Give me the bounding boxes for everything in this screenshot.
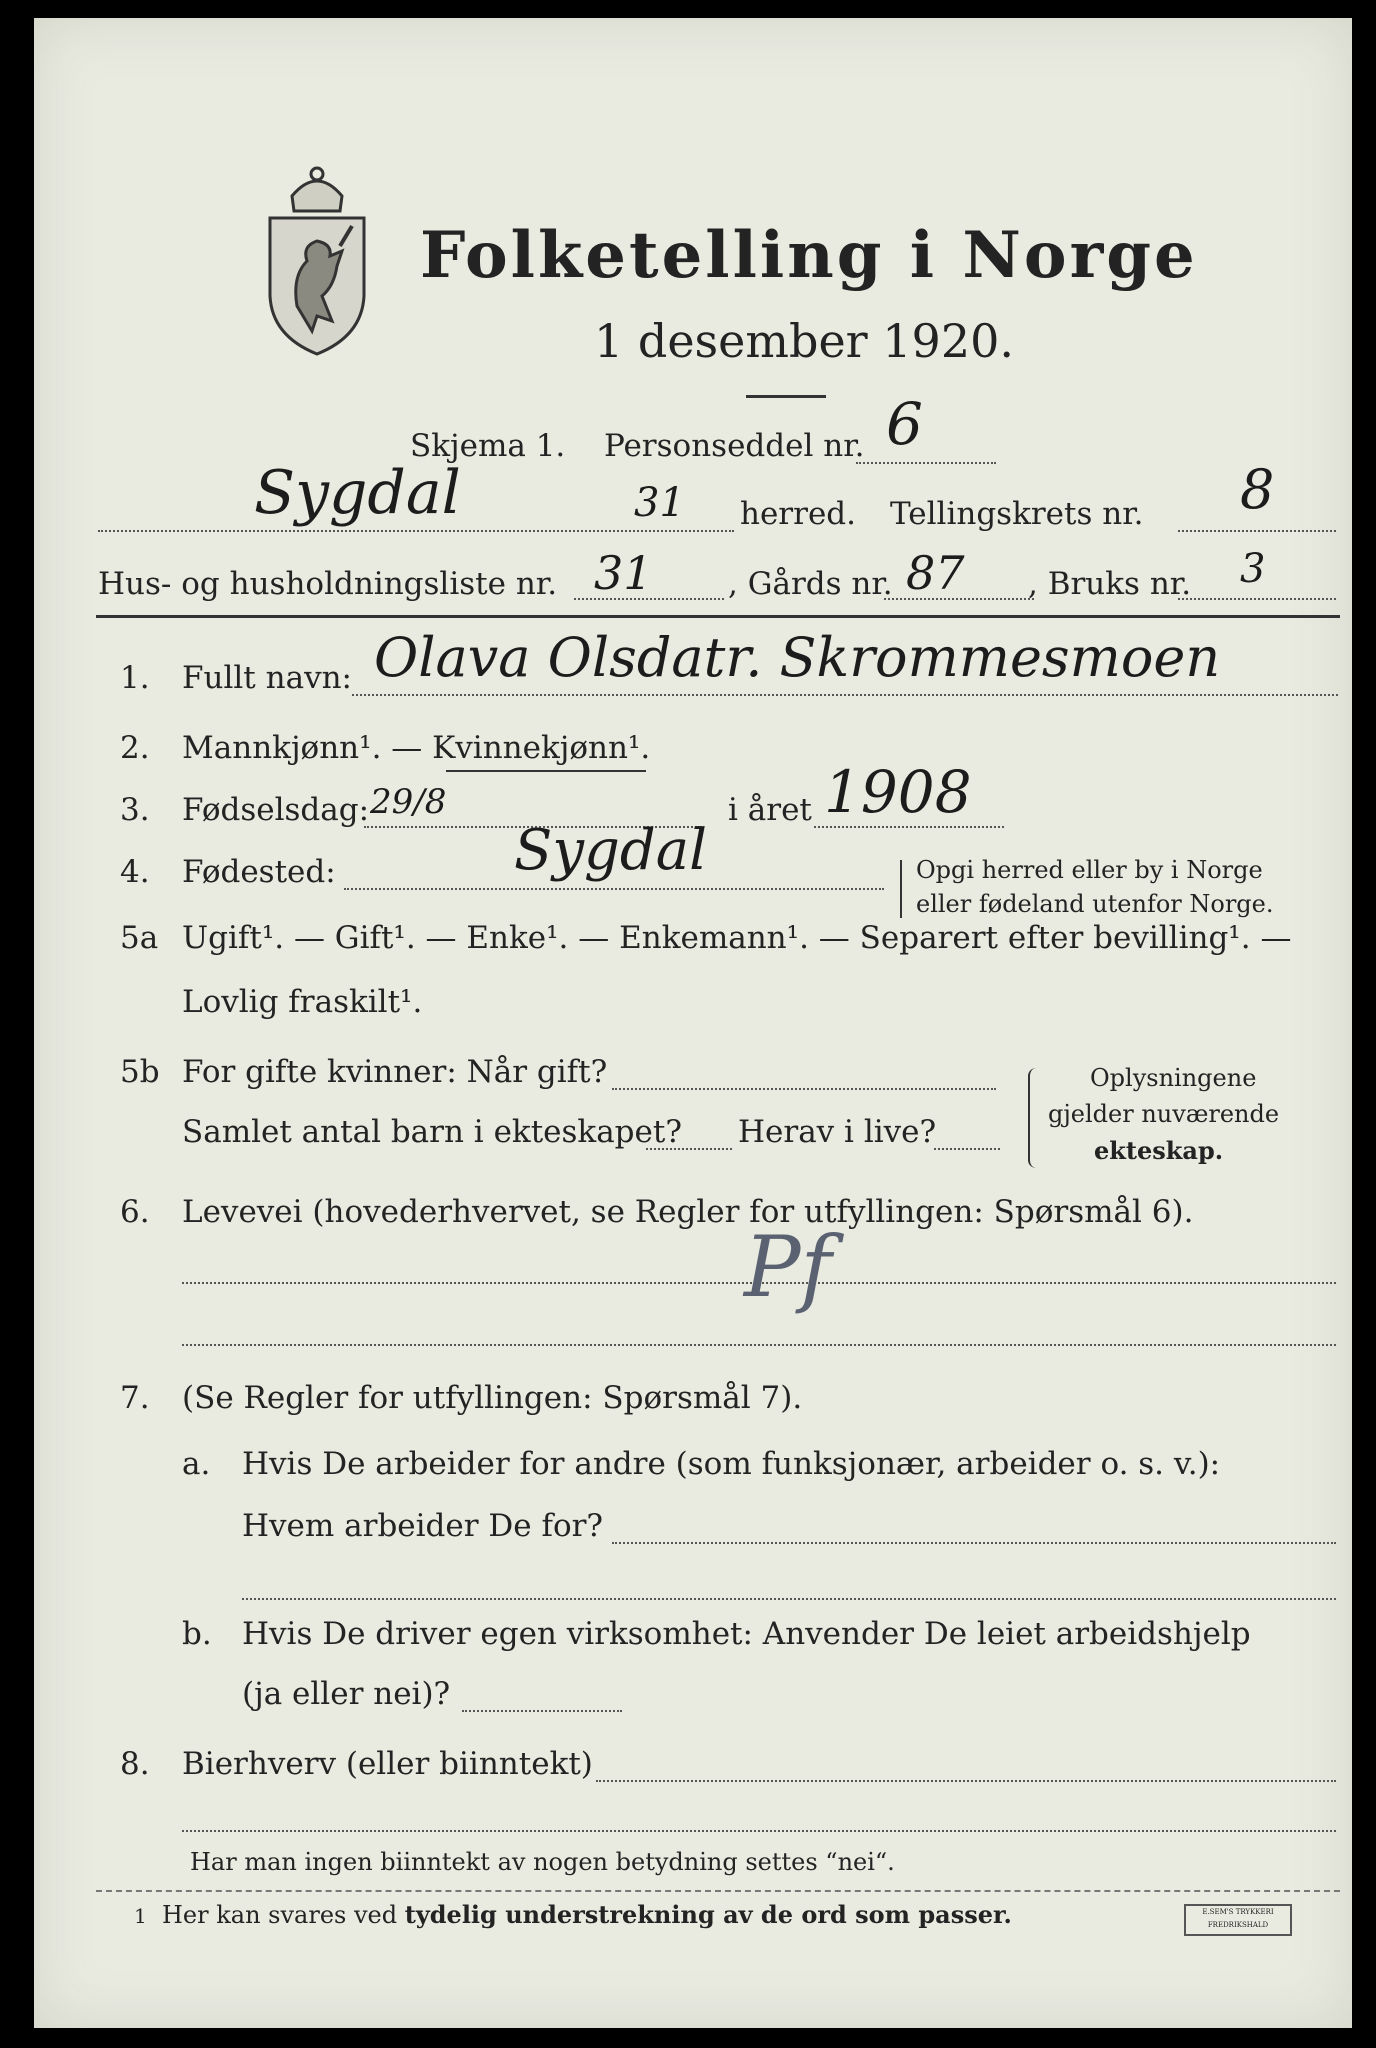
- q7a-line2: Hvem arbeider De for?: [242, 1508, 604, 1544]
- q5a-number: 5a: [120, 920, 159, 956]
- q7b-answer-line: [462, 1710, 622, 1712]
- q4-note-brace: [900, 860, 906, 918]
- q7-number: 7.: [120, 1380, 150, 1416]
- q2-number: 2.: [120, 730, 150, 766]
- q5a-marital-options-2: Lovlig fraskilt¹.: [182, 984, 423, 1020]
- q5b-number: 5b: [120, 1054, 160, 1090]
- q4-note-line1: Opgi herred eller by i Norge: [916, 856, 1263, 884]
- footnote-text-b: tydelig understrekning av de ord som passer.: [404, 1900, 1012, 1929]
- q3-year-label: i året: [728, 792, 812, 828]
- q1-line: [352, 694, 1338, 696]
- q4-note-line2: eller fødeland utenfor Norge.: [916, 890, 1274, 918]
- q6-line2: [182, 1344, 1336, 1346]
- census-date: 1 desember 1920.: [594, 314, 1014, 368]
- herred-label: herred.: [740, 496, 856, 532]
- q5b-note-line2: gjelder nuværende: [1048, 1100, 1280, 1128]
- q8-number: 8.: [120, 1746, 150, 1782]
- personseddel-line: [856, 462, 996, 464]
- q6-number: 6.: [120, 1194, 150, 1230]
- q3-number: 3.: [120, 792, 150, 828]
- q7-label: (Se Regler for utfyllingen: Spørsmål 7).: [182, 1380, 803, 1416]
- personseddel-label: Personseddel nr.: [604, 428, 865, 464]
- q1-number: 1.: [120, 660, 150, 696]
- q5b-note-line1: Oplysningene: [1090, 1064, 1257, 1092]
- q3-birth-day: 29/8: [370, 782, 447, 822]
- footnote-divider: [96, 1890, 1340, 1892]
- q1-label: Fullt navn:: [182, 660, 352, 696]
- q5b-children-line: [646, 1148, 732, 1150]
- q7a-answer-line2: [242, 1598, 1336, 1600]
- q5b-married-when-line: [612, 1088, 996, 1090]
- bruks-label: , Bruks nr.: [1028, 566, 1192, 602]
- footnote-text: [162, 1900, 1012, 1929]
- printer-stamp-text: E.SEM'S TRYKKERI FREDRIKSHALD: [1202, 1908, 1274, 1929]
- printer-stamp: [1184, 1904, 1292, 1936]
- q4-label: Fødested:: [182, 854, 336, 890]
- q7a-letter: a.: [182, 1446, 211, 1482]
- gards-label: , Gårds nr.: [728, 566, 893, 602]
- tellingskrets-label: Tellingskrets nr.: [890, 496, 1144, 532]
- q5b-married-when-label: For gifte kvinner: Når gift?: [182, 1054, 608, 1090]
- coat-of-arms-icon: [262, 156, 372, 356]
- q5b-alive-label: Herav i live?: [738, 1114, 937, 1150]
- q7b-line2: (ja eller nei)?: [242, 1676, 451, 1712]
- q6-label: Levevei (hovederhvervet, se Regler for utfyllingen: Spørsmål 6).: [182, 1194, 1194, 1230]
- q5b-note-brace: [1028, 1068, 1040, 1168]
- bruks-value: 3: [1240, 546, 1266, 592]
- tellingskrets-line: [1178, 530, 1336, 532]
- q1-full-name: Olava Olsdatr. Skrommesmoen: [374, 626, 1221, 689]
- q5b-alive-line: [934, 1148, 1000, 1150]
- q6-occupation: Pf: [744, 1218, 832, 1316]
- footnote-text-a: Her kan svares ved: [162, 1901, 405, 1929]
- title-divider: [746, 395, 826, 398]
- census-form-page: [34, 18, 1352, 2028]
- q7b-line1: Hvis De driver egen virksomhet: Anvender De leiet arbeidshjelp: [242, 1616, 1251, 1652]
- q3-year-line: [814, 826, 1004, 828]
- q5b-children-label: Samlet antal barn i ekteskapet?: [182, 1114, 682, 1150]
- q7a-answer-line: [612, 1542, 1336, 1544]
- q8-note: Har man ingen biinntekt av nogen betydning settes “nei“.: [190, 1848, 895, 1876]
- q8-answer-line2: [182, 1830, 1336, 1832]
- form-title: Folketelling i Norge: [420, 218, 1198, 293]
- q5a-marital-options: Ugift¹. — Gift¹. — Enke¹. — Enkemann¹. — Separert efter bevilling¹. —: [182, 920, 1292, 956]
- q5b-note-line3: ekteskap.: [1094, 1136, 1224, 1165]
- herred-extra-value: 31: [634, 480, 685, 526]
- footnote-mark: 1: [134, 1904, 147, 1928]
- q4-birthplace: Sygdal: [514, 818, 707, 883]
- gards-value: 87: [906, 546, 965, 600]
- q8-answer-line: [596, 1780, 1336, 1782]
- tellingskrets-value: 8: [1240, 458, 1275, 521]
- q2-sex-options: Mannkjønn¹. — Kvinnekjønn¹.: [182, 730, 651, 766]
- q8-label: Bierhverv (eller biinntekt): [182, 1746, 593, 1782]
- q3-birth-year: 1908: [824, 758, 972, 826]
- q4-line: [344, 888, 884, 890]
- q3-label: Fødselsdag:: [182, 792, 370, 828]
- schema-label: Skjema 1.: [410, 428, 566, 464]
- q4-number: 4.: [120, 854, 150, 890]
- herred-value: Sygdal: [254, 458, 461, 528]
- bruks-line: [1178, 598, 1336, 600]
- q7b-letter: b.: [182, 1616, 212, 1652]
- header-rule: [96, 615, 1340, 618]
- husholdningsliste-label: Hus- og husholdningsliste nr.: [98, 566, 558, 602]
- husholdningsliste-value: 31: [594, 546, 653, 600]
- herred-line: [98, 530, 734, 532]
- personseddel-value: 6: [886, 390, 923, 458]
- q2-underline-kvinnekjonn: [446, 770, 646, 772]
- q7a-line1: Hvis De arbeider for andre (som funksjonær, arbeider o. s. v.):: [242, 1446, 1221, 1482]
